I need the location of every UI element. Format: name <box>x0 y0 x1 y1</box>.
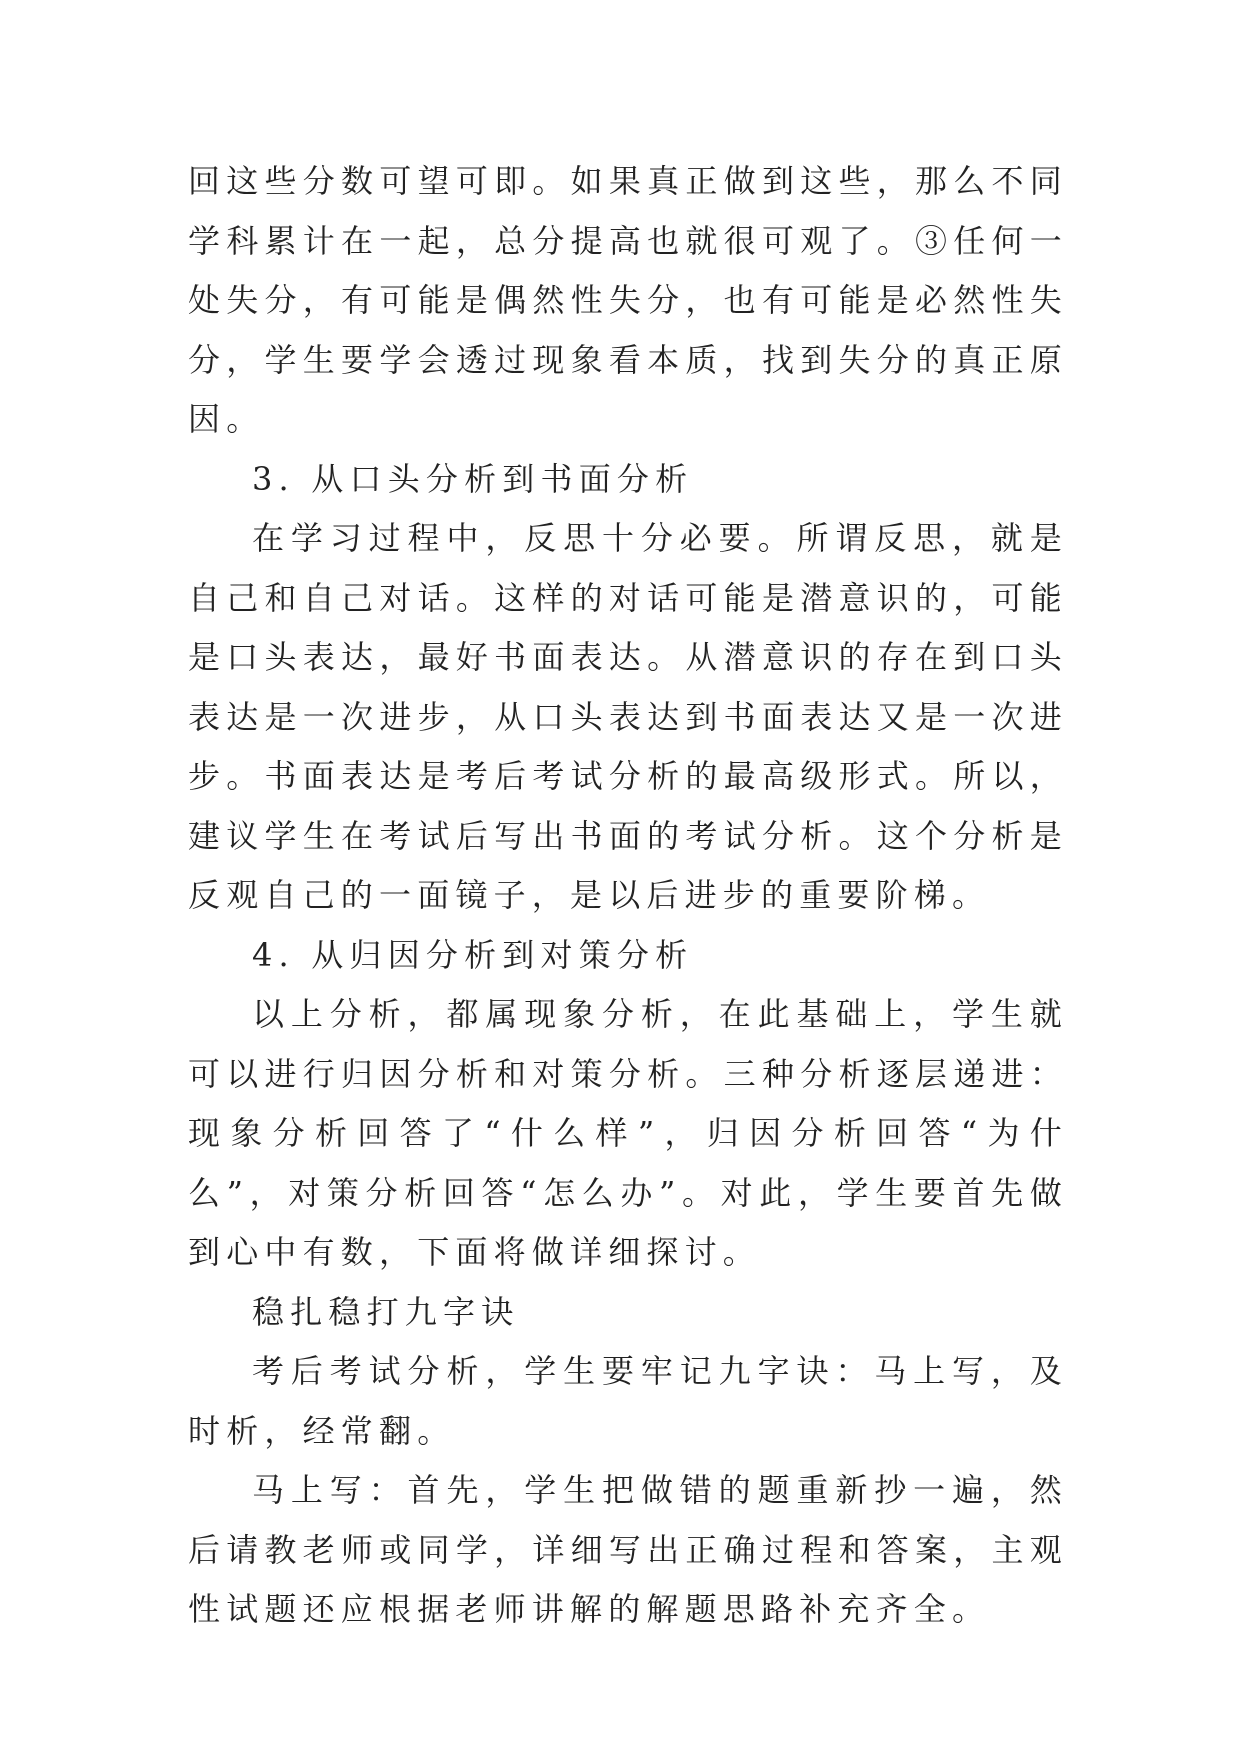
paragraph-continued: 回这些分数可望可即。如果真正做到这些，那么不同学科累计在一起，总分提高也就很可观了。③任何一处失分，有可能是偶然性失分，也有可能是必然性失分，学生要学会透过现象看本质，找到失分的真正原因。 <box>188 162 1068 438</box>
section-heading-nine-words: 稳扎稳打九字诀 <box>252 1292 520 1331</box>
paragraph-nine-words: 考后考试分析，学生要牢记九字诀：马上写，及时析，经常翻。 <box>188 1352 1068 1450</box>
section-heading-4: 4. 从归因分析到对策分析 <box>252 935 694 974</box>
document-body <box>188 152 1068 1640</box>
section-heading-3: 3. 从口头分析到书面分析 <box>252 459 694 498</box>
paragraph-write-immediately: 马上写：首先，学生把做错的题重新抄一遍，然后请教老师或同学，详细写出正确过程和答案，主观性试题还应根据老师讲解的解题思路补充齐全。 <box>188 1471 1068 1628</box>
paragraph-analysis: 以上分析，都属现象分析，在此基础上，学生就可以进行归因分析和对策分析。三种分析逐层递进：现象分析回答了“什么样”，归因分析回答“为什么”，对策分析回答“怎么办”。对此，学生要首先做到心中有数，下面将做详细探讨。 <box>188 995 1068 1271</box>
paragraph-reflection: 在学习过程中，反思十分必要。所谓反思，就是自己和自己对话。这样的对话可能是潜意识的，可能是口头表达，最好书面表达。从潜意识的存在到口头表达是一次进步，从口头表达到书面表达又是一次进步。书面表达是考后考试分析的最高级形式。所以，建议学生在考试后写出书面的考试分析。这个分析是反观自己的一面镜子，是以后进步的重要阶梯。 <box>188 519 1068 914</box>
